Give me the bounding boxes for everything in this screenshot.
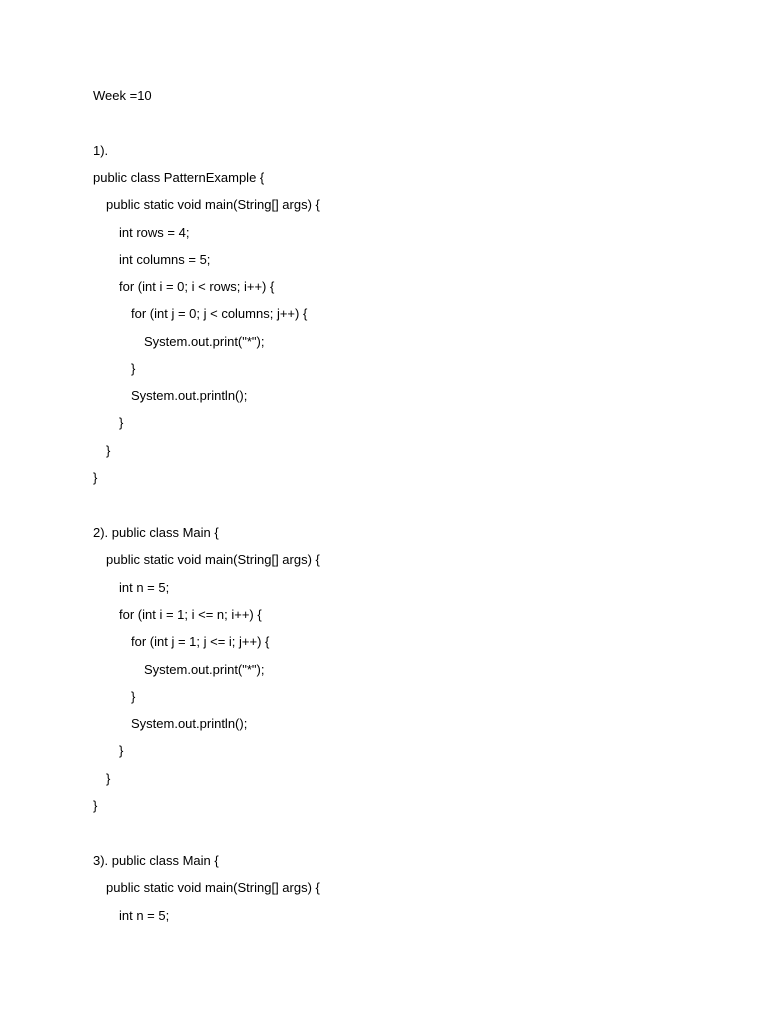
code-line: for (int i = 0; i < rows; i++) {	[119, 279, 275, 294]
code-line: System.out.print("*");	[144, 334, 265, 349]
code-line: for (int i = 1; i <= n; i++) {	[119, 607, 262, 622]
code-line: }	[131, 361, 136, 376]
code-line: }	[119, 743, 124, 758]
code-line: }	[106, 443, 111, 458]
section-1-label: 1).	[93, 143, 109, 158]
code-line: for (int j = 0; j < columns; j++) {	[131, 306, 308, 321]
code-line: int columns = 5;	[119, 252, 211, 267]
code-line: public static void main(String[] args) {	[106, 552, 320, 567]
code-line: }	[93, 470, 98, 485]
code-line: System.out.print("*");	[144, 662, 265, 677]
code-line: public static void main(String[] args) {	[106, 197, 320, 212]
code-line: }	[119, 415, 124, 430]
code-line: }	[93, 798, 98, 813]
code-line: }	[131, 689, 136, 704]
code-line: int n = 5;	[119, 580, 170, 595]
code-line: System.out.println();	[131, 716, 248, 731]
code-line: int rows = 4;	[119, 225, 190, 240]
code-line: System.out.println();	[131, 388, 248, 403]
code-line: public static void main(String[] args) {	[106, 880, 320, 895]
code-line: for (int j = 1; j <= i; j++) {	[131, 634, 270, 649]
section-3-header: 3). public class Main {	[93, 853, 219, 868]
code-line: }	[106, 771, 111, 786]
section-2-header: 2). public class Main {	[93, 525, 219, 540]
code-line: int n = 5;	[119, 908, 170, 923]
document-heading: Week =10	[93, 88, 152, 103]
code-line: public class PatternExample {	[93, 170, 265, 185]
